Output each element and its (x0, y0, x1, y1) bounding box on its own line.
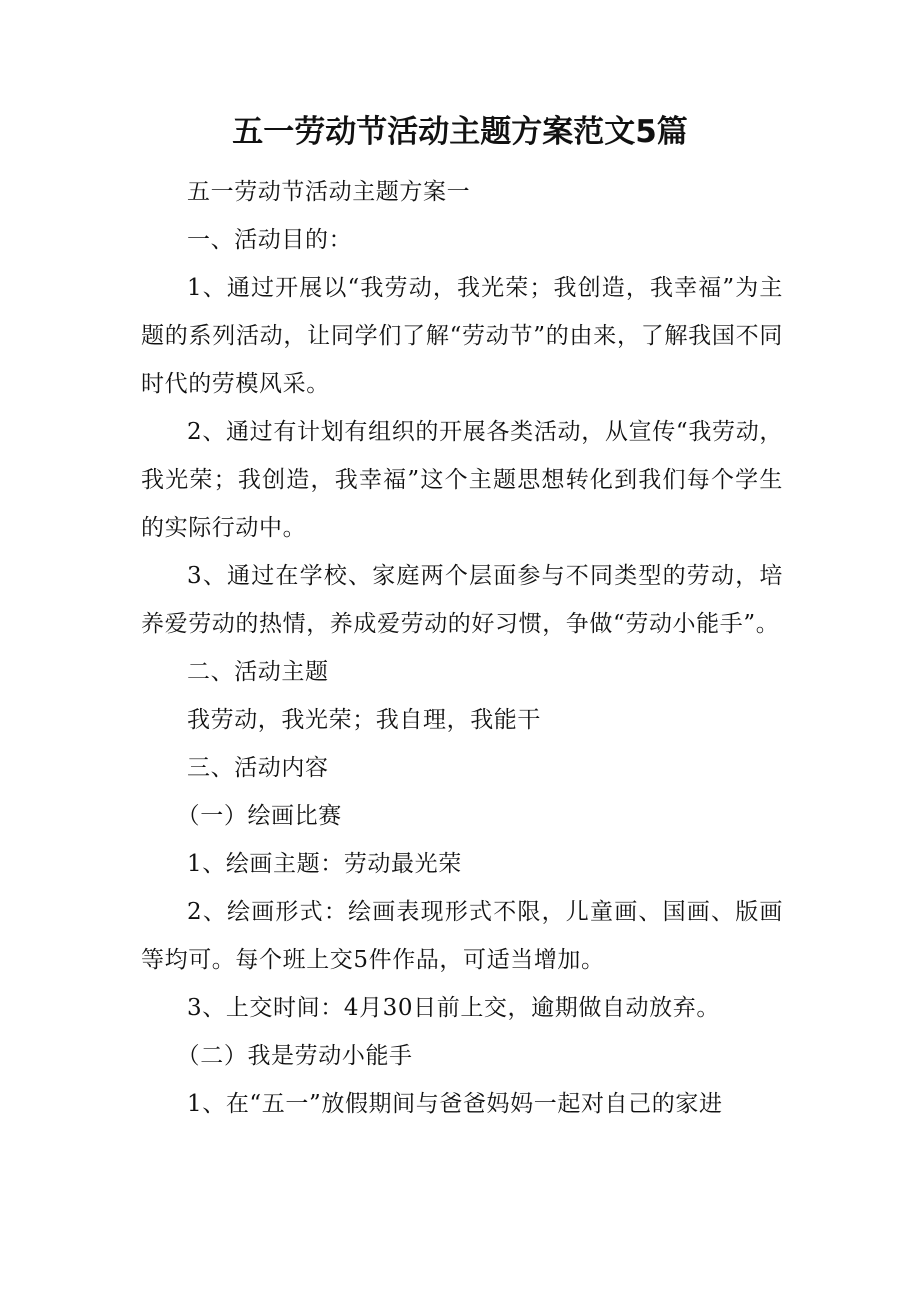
heading-activity-content: 三、活动内容 (187, 755, 329, 781)
section-heading-plan-one: 五一劳动节活动主题方案一 (187, 179, 471, 205)
paragraph-purpose-3: 3、通过在学校、家庭两个层面参与不同类型的劳动，培养爱劳动的热情，养成爱劳动的好习惯，争做“劳动小能手”。 (141, 563, 783, 637)
paragraph-drawing-form: 2、绘画形式：绘画表现形式不限，儿童画、国画、版画等均可。每个班上交5件作品，可适当增加。 (141, 899, 783, 973)
paragraph-submission-time: 3、上交时间：4月30日前上交，逾期做自动放弃。 (187, 995, 720, 1021)
paragraph-drawing-theme: 1、绘画主题：劳动最光荣 (187, 851, 462, 877)
subheading-labor-expert: （二）我是劳动小能手 (176, 1043, 413, 1069)
heading-activity-theme: 二、活动主题 (187, 659, 329, 685)
subheading-drawing-contest: （一）绘画比赛 (176, 803, 342, 829)
document-body (141, 168, 783, 1128)
paragraph-purpose-2: 2、通过有计划有组织的开展各类活动，从宣传“我劳动，我光荣；我创造，我幸福”这个主题思想转化到我们每个学生的实际行动中。 (141, 419, 783, 541)
paragraph-purpose-1: 1、通过开展以“我劳动，我光荣；我创造，我幸福”为主题的系列活动，让同学们了解“劳动节”的由来，了解我国不同时代的劳模风采。 (141, 275, 783, 397)
document-title: 五一劳动节活动主题方案范文5篇 (232, 114, 688, 150)
heading-activity-purpose: 一、活动目的： (187, 227, 353, 253)
paragraph-labor-1: 1、在“五一”放假期间与爸爸妈妈一起对自己的家进 (187, 1091, 723, 1117)
paragraph-theme: 我劳动，我光荣；我自理，我能干 (187, 707, 541, 733)
